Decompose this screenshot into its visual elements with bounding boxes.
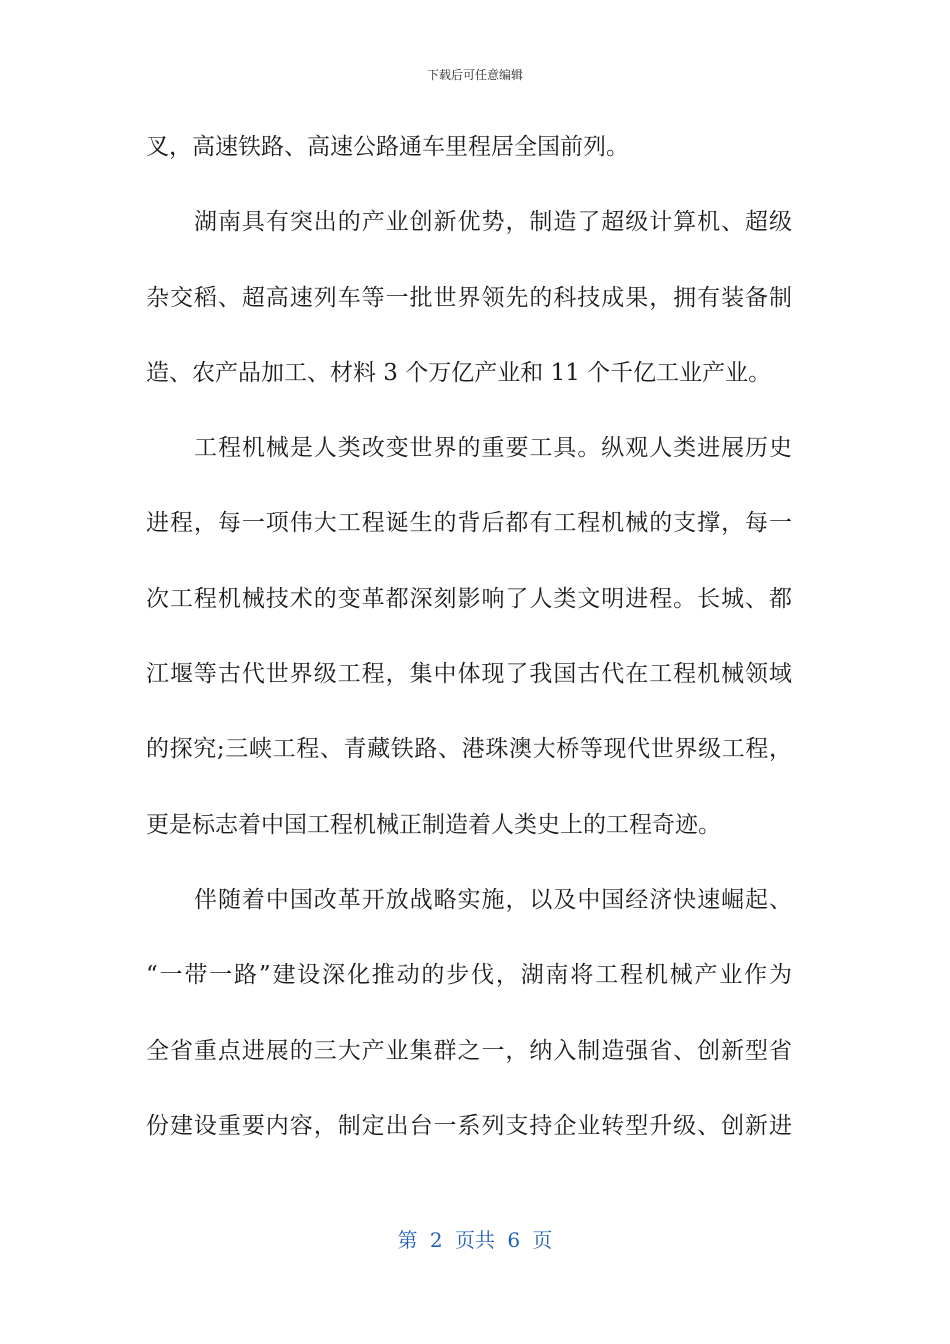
- paragraph-line: 全省重点进展的三大产业集群之一，纳入制造强省、创新型省: [146, 1037, 792, 1064]
- paragraph-line: 工程机械是人类改变世界的重要工具。纵观人类进展历史: [194, 435, 792, 462]
- page-number-footer: 第 2 页共 6 页: [397, 1228, 553, 1252]
- paragraph-line: 杂交稻、超高速列车等一批世界领先的科技成果，拥有装备制: [146, 284, 792, 311]
- paragraph-line: 伴随着中国改革开放战略实施，以及中国经济快速崛起、: [194, 886, 792, 913]
- paragraph-line: 的探究;三峡工程、青藏铁路、港珠澳大桥等现代世界级工程，: [146, 736, 792, 763]
- paragraph-line: 更是标志着中国工程机械正制造着人类史上的工程奇迹。: [146, 811, 721, 838]
- document-body: [146, 122, 792, 1176]
- paragraph-line: 份建设重要内容，制定出台一系列支持企业转型升级、创新进: [146, 1112, 792, 1139]
- paragraph-line: 湖南具有突出的产业创新优势，制造了超级计算机、超级: [194, 209, 792, 236]
- paragraph-line: “一带一路”建设深化推动的步伐，湖南将工程机械产业作为: [146, 962, 792, 989]
- page-header: 下载后可任意编辑: [426, 68, 523, 82]
- paragraph-line: 江堰等古代世界级工程，集中体现了我国古代在工程机械领域: [146, 661, 792, 688]
- paragraph-line: 造、农产品加工、材料 3 个万亿产业和 11 个千亿工业产业。: [146, 359, 772, 386]
- paragraph-line: 次工程机械技术的变革都深刻影响了人类文明进程。长城、都: [146, 585, 792, 612]
- paragraph-line: 进程，每一项伟大工程诞生的背后都有工程机械的支撑，每一: [146, 510, 792, 537]
- paragraph-line: 叉，高速铁路、高速公路通车里程居全国前列。: [146, 134, 629, 160]
